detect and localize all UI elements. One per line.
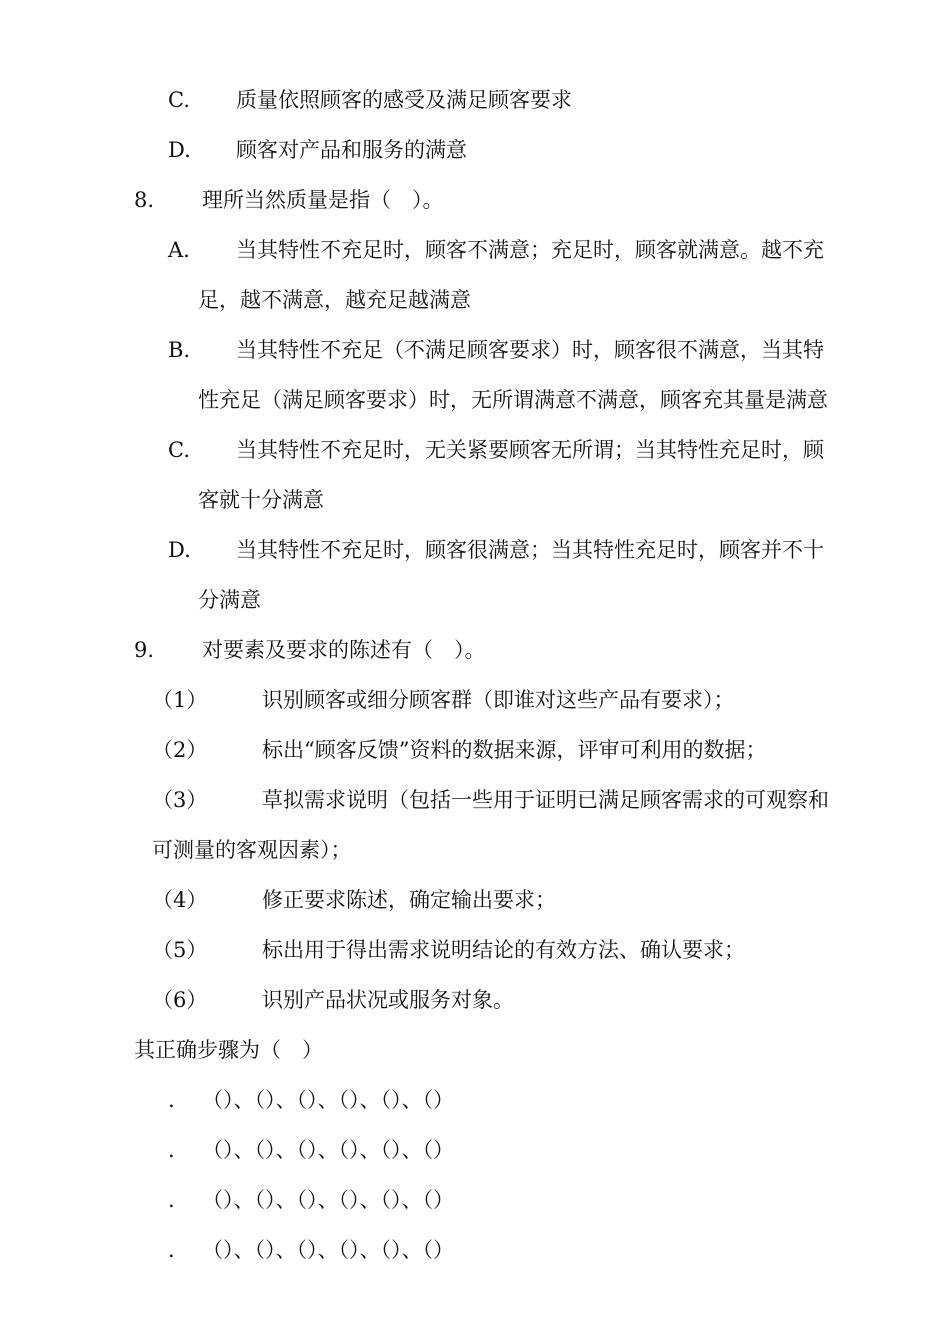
q9-answer-prompt: 其正确步骤为（ ）: [134, 1038, 323, 1062]
q7-option-c-text: 质量依照顾客的感受及满足顾客要求: [236, 88, 572, 112]
answer-option-dot: .: [168, 1088, 175, 1112]
q9-item-4-label: （4）: [152, 888, 208, 912]
answer-option-sequence: （）、（）、（）、（）、（）、（）: [202, 1188, 454, 1212]
q9-answer-option-3: [168, 1186, 454, 1214]
q7-option-d-text: 顾客对产品和服务的满意: [236, 138, 467, 162]
q8-option-d-line1: 当其特性不充足时，顾客很满意；当其特性充足时，顾客并不十: [236, 538, 824, 562]
q9-item-4-text: 修正要求陈述，确定输出要求；: [262, 888, 556, 912]
q9-item-3-label: （3）: [152, 788, 208, 812]
q9-item-5-text: 标出用于得出需求说明结论的有效方法、确认要求；: [262, 938, 745, 962]
q9-item-2-text: 标出“顾客反馈”资料的数据来源，评审可利用的数据；: [262, 738, 767, 762]
q9-item-3-text-cont: 可测量的客观因素）；: [152, 838, 352, 862]
q9-answer-option-4: [168, 1236, 454, 1264]
q8-option-a-line2: 足，越不满意，越充足越满意: [198, 288, 471, 312]
q8-option-b-line2: 性充足（满足顾客要求）时，无所谓满意不满意，顾客充其量是满意: [198, 388, 828, 412]
q9-stem: 对要素及要求的陈述有（ ）。: [202, 638, 486, 662]
answer-option-sequence: （）、（）、（）、（）、（）、（）: [202, 1238, 454, 1262]
q8-option-a-line1: 当其特性不充足时，顾客不满意；充足时，顾客就满意。越不充: [236, 238, 824, 262]
q8-option-b-label: B.: [168, 338, 191, 362]
q9-answer-option-2: [168, 1136, 454, 1164]
answer-option-dot: .: [168, 1238, 175, 1262]
q9-item-6-text: 识别产品状况或服务对象。: [262, 988, 514, 1012]
q8-option-b-line1: 当其特性不充足（不满足顾客要求）时，顾客很不满意，当其特: [236, 338, 824, 362]
answer-option-dot: .: [168, 1188, 175, 1212]
q9-item-2-label: （2）: [152, 738, 208, 762]
q8-option-d-label: D.: [168, 538, 191, 562]
q7-option-c-label: C.: [168, 88, 190, 112]
q8-option-d-line2: 分满意: [198, 588, 261, 612]
answer-option-sequence: （）、（）、（）、（）、（）、（）: [202, 1138, 454, 1162]
q9-item-1-text: 识别顾客或细分顾客群（即谁对这些产品有要求）；: [262, 688, 735, 712]
q9-item-3-text: 草拟需求说明（包括一些用于证明已满足顾客需求的可观察和: [262, 788, 829, 812]
q9-item-6-label: （6）: [152, 988, 208, 1012]
q8-option-c-label: C.: [168, 438, 190, 462]
answer-option-dot: .: [168, 1138, 175, 1162]
q8-stem: 理所当然质量是指（ ）。: [202, 188, 444, 212]
q9-item-5-label: （5）: [152, 938, 208, 962]
q8-option-c-line1: 当其特性不充足时，无关紧要顾客无所谓；当其特性充足时，顾: [236, 438, 824, 462]
q7-option-d-label: D.: [168, 138, 191, 162]
q9-number: 9.: [134, 638, 155, 662]
q8-number: 8.: [134, 188, 155, 212]
q9-item-1-label: （1）: [152, 688, 208, 712]
q8-option-c-line2: 客就十分满意: [198, 488, 324, 512]
answer-option-sequence: （）、（）、（）、（）、（）、（）: [202, 1088, 454, 1112]
q9-answer-option-1: [168, 1086, 454, 1114]
q8-option-a-label: A.: [168, 238, 190, 262]
